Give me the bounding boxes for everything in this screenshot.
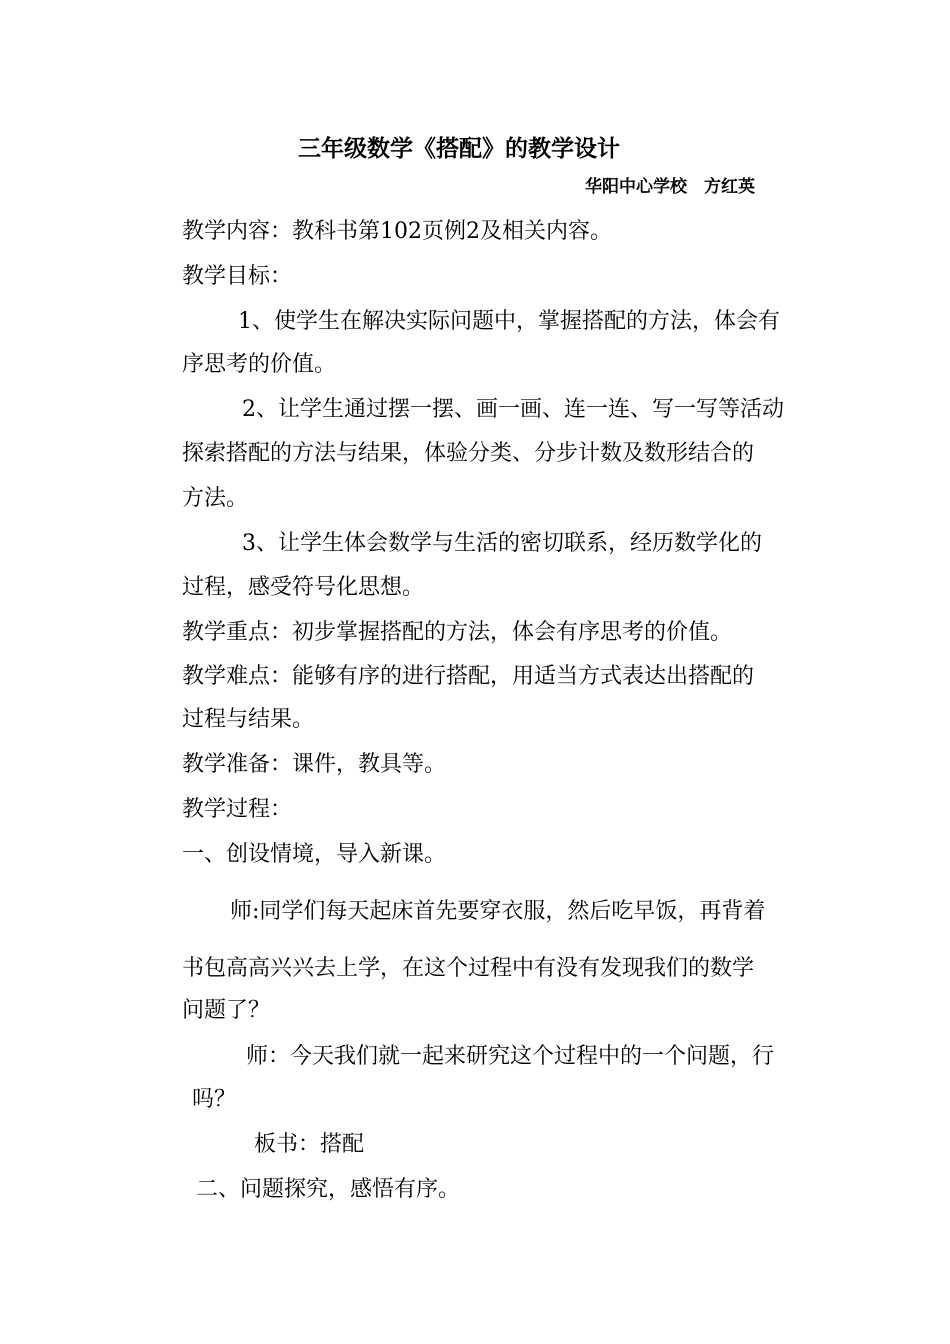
goal-1-line-1: 1、使学生在解决实际问题中，掌握搭配的方法，体会有 <box>238 309 780 334</box>
teacher-line-5: 吗？ <box>192 1087 237 1112</box>
goal-2-line-2: 探索搭配的方法与结果，体验分类、分步计数及数形结合的 <box>182 441 755 466</box>
teacher-line-4: 师：今天我们就一起来研究这个过程中的一个问题，行 <box>246 1044 775 1069</box>
section-1-heading: 一、创设情境，导入新课。 <box>182 842 447 867</box>
goal-3-line-1: 3、让学生体会数学与生活的密切联系，经历数学化的 <box>242 531 762 556</box>
teaching-process-heading: 教学过程： <box>182 797 293 822</box>
teaching-difficulty-line-1: 教学难点：能够有序的进行搭配，用适当方式表达出搭配的 <box>182 664 755 689</box>
document-title: 三年级数学《搭配》的教学设计 <box>298 136 620 162</box>
goal-2-line-1: 2、让学生通过摆一摆、画一画、连一连、写一写等活动 <box>242 397 784 422</box>
teaching-content: 教学内容：教科书第102页例2及相关内容。 <box>182 219 612 244</box>
teaching-difficulty-line-2: 过程与结果。 <box>182 707 315 732</box>
goal-3-line-2: 过程，感受符号化思想。 <box>182 575 425 600</box>
teacher-line-2: 书包高高兴兴去上学，在这个过程中有没有发现我们的数学 <box>182 956 755 981</box>
teacher-line-3: 问题了？ <box>182 998 271 1023</box>
teaching-key-point: 教学重点：初步掌握搭配的方法，体会有序思考的价值。 <box>182 620 733 645</box>
teaching-goals-heading: 教学目标： <box>182 264 293 289</box>
section-2-heading: 二、问题探究，感悟有序。 <box>196 1177 461 1202</box>
document-author: 华阳中心学校 方红英 <box>585 177 755 197</box>
board-writing: 板书：搭配 <box>254 1132 365 1157</box>
goal-1-line-2: 序思考的价值。 <box>182 352 337 377</box>
teaching-preparation: 教学准备：课件，教具等。 <box>182 752 447 777</box>
goal-2-line-3: 方法。 <box>182 486 249 511</box>
teacher-line-1: 师:同学们每天起床首先要穿衣服，然后吃早饭，再背着 <box>230 899 766 924</box>
